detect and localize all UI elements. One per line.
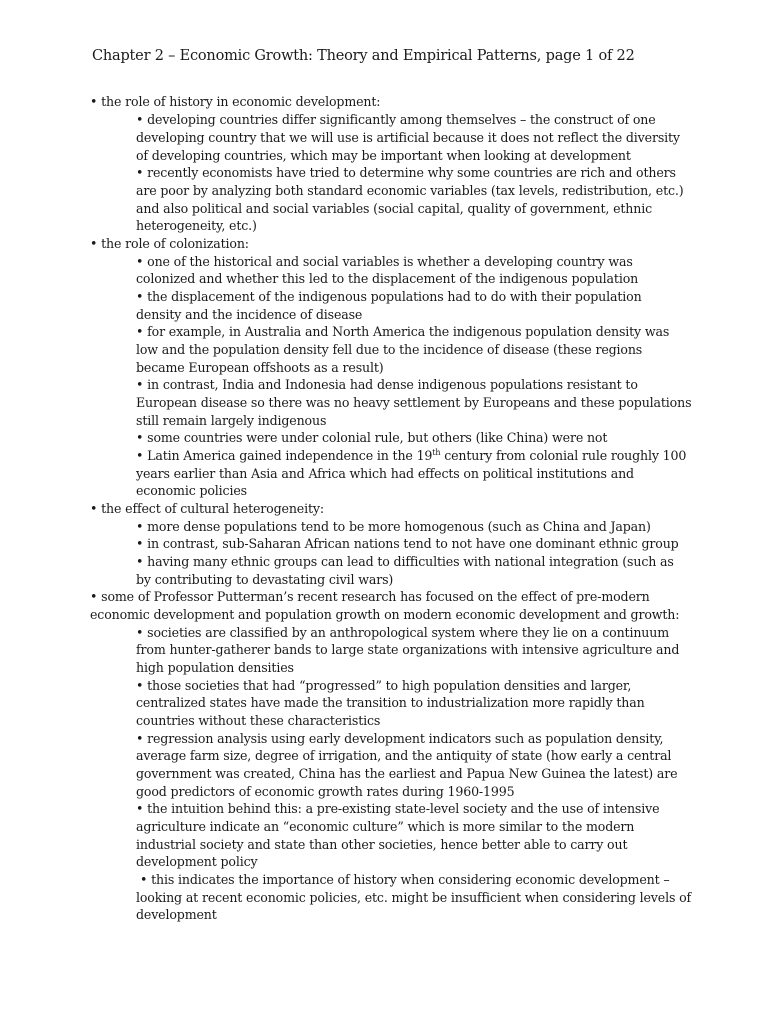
text-line: average farm size, degree of irrigation, and the antiquity of state (how early a central <box>136 748 672 763</box>
text-line: • developing countries differ significantly among themselves – the construct of one <box>136 112 656 127</box>
text-line: density and the incidence of disease <box>136 307 363 322</box>
text-line: by contributing to devastating civil wars) <box>136 572 394 587</box>
text-line: • more dense populations tend to be more homogenous (such as China and Japan) <box>136 519 651 534</box>
text-line: colonized and whether this led to the displacement of the indigenous population <box>136 271 639 286</box>
text-line: looking at recent economic policies, etc. might be insufficient when considering levels of <box>136 890 692 905</box>
text-line: • having many ethnic groups can lead to difficulties with national integration (such as <box>136 554 674 569</box>
text-line: • for example, in Australia and North America the indigenous population density was <box>136 324 670 339</box>
text-line: centralized states have made the transition to industrialization more rapidly than <box>136 695 645 710</box>
text-line: • the role of colonization: <box>90 236 249 251</box>
text-line: development <box>136 907 217 922</box>
text-line: countries without these characteristics <box>136 713 381 728</box>
text-line: • recently economists have tried to determine why some countries are rich and others <box>136 165 676 180</box>
text-line: • some of Professor Putterman’s recent research has focused on the effect of pre-modern <box>90 589 650 604</box>
text-line: and also political and social variables (social capital, quality of government, ethnic <box>136 201 653 216</box>
text-line: • those societies that had “progressed” to high population densities and larger, <box>136 678 632 693</box>
text-segment: • Latin America gained independence in the 19 <box>136 448 433 463</box>
text-line: economic development and population growth on modern economic development and growth: <box>90 607 680 622</box>
text-line: from hunter-gatherer bands to large state organizations with intensive agriculture and <box>136 642 680 657</box>
text-line: heterogeneity, etc.) <box>136 218 257 233</box>
page-title: Chapter 2 – Economic Growth: Theory and Empirical Patterns, page 1 of 22 <box>92 48 635 64</box>
text-line: agriculture indicate an “economic culture” which is more similar to the modern <box>136 819 635 834</box>
text-line: • this indicates the importance of history when considering economic development – <box>140 872 670 887</box>
text-line: development policy <box>136 854 258 869</box>
text-line: low and the population density fell due to the incidence of disease (these regions <box>136 342 643 357</box>
text-line: of developing countries, which may be important when looking at development <box>136 148 631 163</box>
text-line: • the role of history in economic development: <box>90 94 381 109</box>
text-line: became European offshoots as a result) <box>136 360 384 375</box>
text-line: • one of the historical and social variables is whether a developing country was <box>136 254 633 269</box>
text-line: economic policies <box>136 483 247 498</box>
text-line: years earlier than Asia and Africa which had effects on political institutions and <box>136 466 634 481</box>
text-line: • in contrast, India and Indonesia had dense indigenous populations resistant to <box>136 377 638 392</box>
text-line: still remain largely indigenous <box>136 413 327 428</box>
text-line: • some countries were under colonial rule, but others (like China) were not <box>136 430 608 445</box>
text-line: • regression analysis using early development indicators such as population density, <box>136 731 664 746</box>
text-line: European disease so there was no heavy settlement by Europeans and these populations <box>136 395 692 410</box>
text-line: • in contrast, sub-Saharan African nations tend to not have one dominant ethnic group <box>136 536 679 551</box>
superscript: th <box>432 447 441 457</box>
text-line <box>136 448 686 463</box>
text-line: government was created, China has the earliest and Papua New Guinea the latest) are <box>136 766 678 781</box>
text-line: are poor by analyzing both standard economic variables (tax levels, redistribution, etc.) <box>136 183 684 198</box>
text-line: • the intuition behind this: a pre-existing state-level society and the use of intensive <box>136 801 660 816</box>
text-line: high population densities <box>136 660 294 675</box>
text-line: • the effect of cultural heterogeneity: <box>90 501 324 516</box>
text-segment: century from colonial rule roughly 100 <box>440 448 687 463</box>
text-line: • the displacement of the indigenous populations had to do with their population <box>136 289 642 304</box>
text-line: • societies are classified by an anthropological system where they lie on a continuum <box>136 625 670 640</box>
text-line: good predictors of economic growth rates during 1960-1995 <box>136 784 515 799</box>
text-line: industrial society and state than other societies, hence better able to carry out <box>136 837 628 852</box>
text-line: developing country that we will use is artificial because it does not reflect the diversity <box>136 130 680 145</box>
